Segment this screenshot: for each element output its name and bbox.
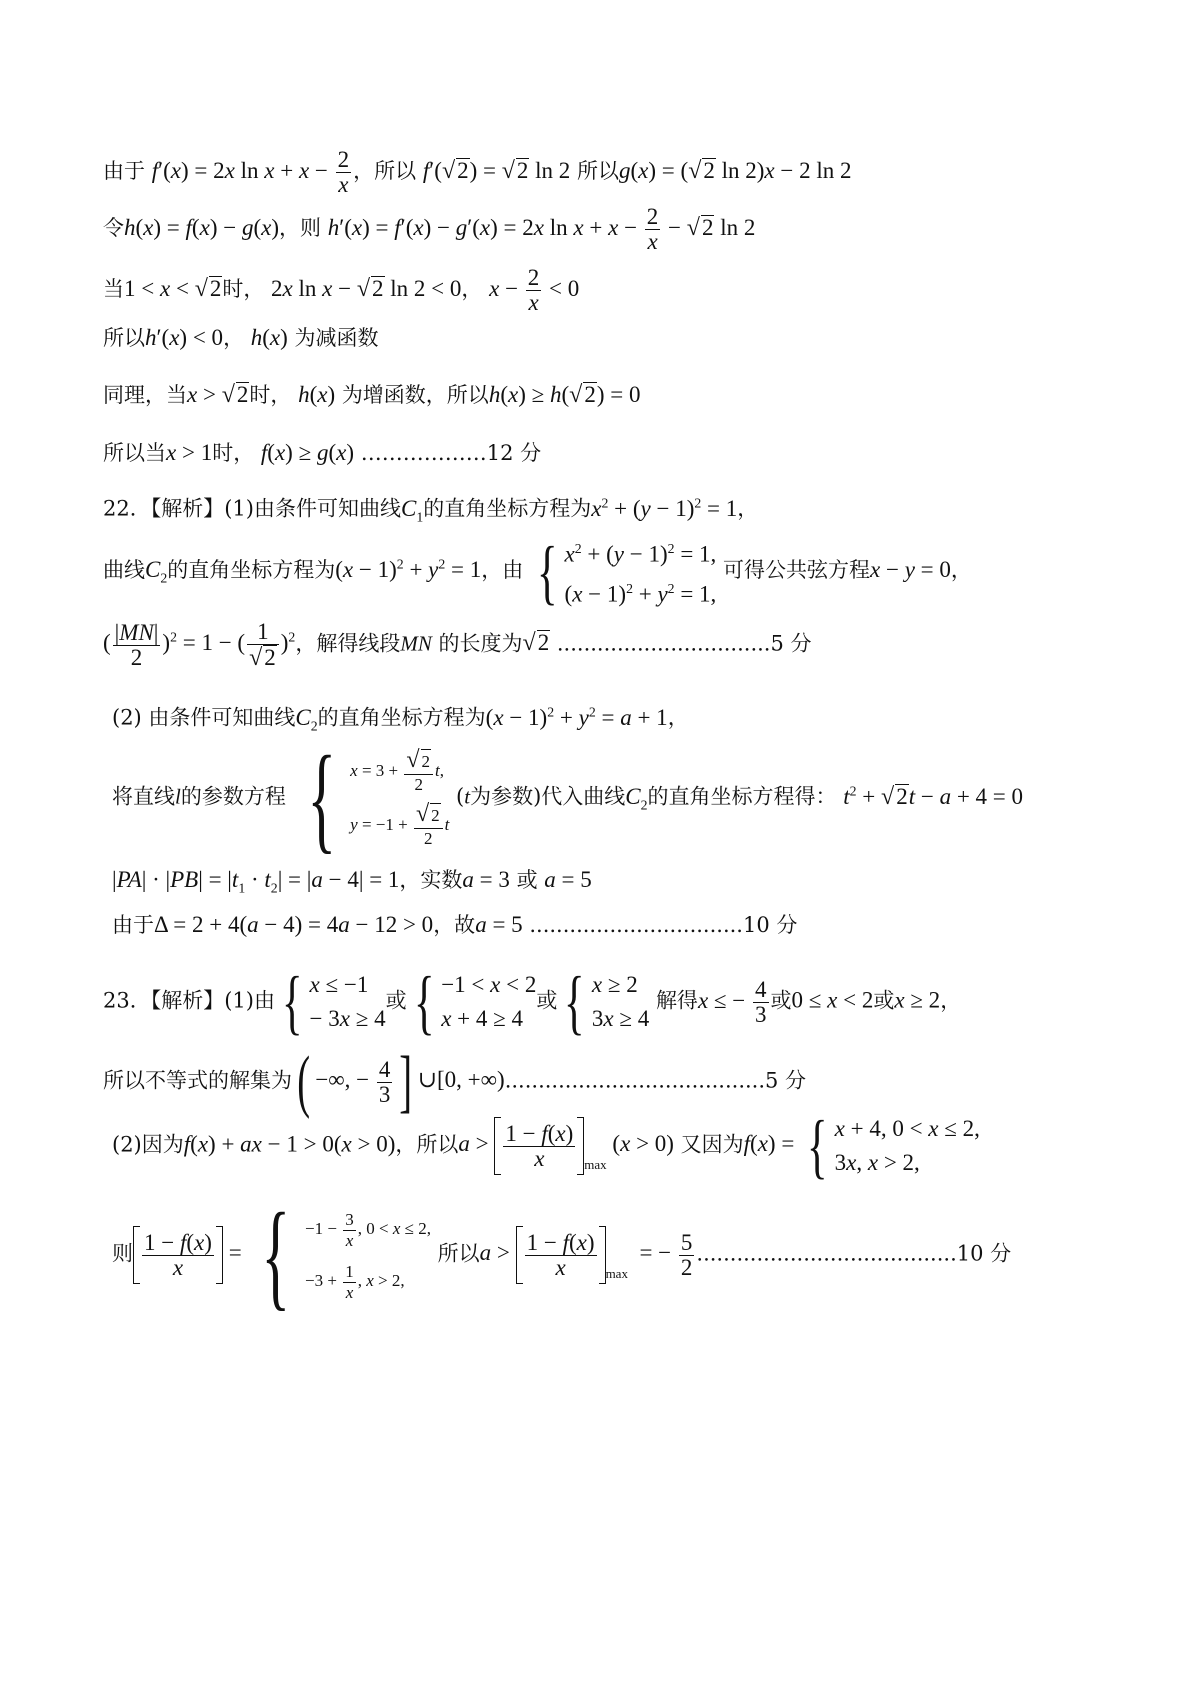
- q22-part2-line-2: 将直线l的参数方程 { x = 3 + $\frac{√ 2}{2}$ t, y = −1 + $\frac{√ 2}{2}$ t (t为参数)代入曲线$C_2$的直角坐标方程得： $t^2 + √2t - a + 4 = 0$: [112, 731, 1024, 864]
- inequality-system: { x ≤ −1 − 3x ≥ 4: [281, 962, 386, 1042]
- formula: h′(x) < 0: [145, 325, 224, 350]
- formula: 2x ln x − √2 ln 2 < 0: [271, 275, 462, 302]
- line-2: 令h(x) = f(x) − g(x)，则 h′(x) = f′(x) − g′(x) = 2x ln x + x − $\frac{2}{x}$ − √2 ln 2: [103, 204, 756, 254]
- formula: f′(x) = 2x ln x + x − $\frac{2}{x}$: [151, 147, 350, 197]
- formula: $(x - 1)^2 + y^2 = 1$: [335, 556, 482, 583]
- formula: x − $\frac{2}{x}$ < 0: [489, 265, 580, 315]
- formula: x ≥ 2: [894, 987, 941, 1013]
- q23-part2-line-1: (2)因为f(x) + ax − 1 > 0(x > 0)，所以a > $\frac{1 - f(x)}{x}$ $_{max}$ (x > 0) 又因为f(x) = { x + 4, 0 < x ≤ 2, 3x, x > 2,: [112, 1106, 980, 1186]
- formula: $|PA| \cdot |PB| = |t_1 \cdot t_2| = |a - 4| = 1$: [112, 867, 400, 896]
- line-3: 当1 < x < √2时， 2x ln x − √2 ln 2 < 0， x − $\frac{2}{x}$ < 0: [103, 265, 580, 315]
- formula: a > $\frac{1 - f(x)}{x}$ $_{max}$ (x > 0): [458, 1131, 674, 1156]
- formula: $x^2 + (y - 1)^2 = 1$: [591, 495, 738, 521]
- line-4: 所以h′(x) < 0， h(x) 为减函数: [103, 325, 379, 350]
- formula: h(x): [250, 325, 288, 350]
- score-10: .......................................10 分: [696, 1241, 1012, 1266]
- formula: f(x) ≥ g(x): [260, 440, 355, 465]
- q22-line-2: 曲线$C_2$的直角坐标方程为$(x - 1)^2 + y^2 = 1$，由 { $x^2 + (y - 1)^2 = 1$, $(x - 1)^2 + y^2 = 1$, 可得公共弦方程x − y = 0，: [103, 531, 972, 612]
- formula: h(x): [298, 382, 336, 407]
- formula: 1 < x < √2: [124, 275, 222, 302]
- formula: ( −∞, − $\frac{4}{3}$ ] ∪[0, +∞): [297, 1043, 505, 1120]
- q23-part2-line-2: 则 $\frac{1 - f(x)}{x}$ = { −1 − $\frac{3}{x}$ , 0 < x ≤ 2, −3 + $\frac{1}{x}$ , x > 2, 所以a > $\frac{1 - f(x)}{x}$ $_{max}$ = − $\frac{5}{2}$ .......................................10 分: [112, 1188, 1012, 1321]
- formula: g(x) = (√2 ln 2)x − 2 ln 2: [619, 157, 852, 184]
- formula: $C_2$: [295, 704, 318, 734]
- formula: h(x) ≥ h(√2) = 0: [488, 382, 641, 408]
- formula: ( $\frac{|MN|}{2}$ )$^2$ = 1 − ( $\frac{1}{√2}$ )$^2$: [103, 619, 296, 671]
- q22-line-3: ( $\frac{|MN|}{2}$ )$^2$ = 1 − ( $\frac{1}{√2}$ )$^2$，解得线段MN 的长度为√2 ................................5 分: [103, 619, 812, 671]
- q22-part2-line-1: (2) 由条件可知曲线$C_2$的直角坐标方程为$(x - 1)^2 + y^2 = a + 1$，: [112, 704, 689, 734]
- formula: √2: [522, 630, 550, 657]
- formula: f′(√2) = √2 ln 2: [422, 157, 571, 184]
- score-10: ................................10 分: [529, 913, 798, 937]
- formula: h(x) = f(x) − g(x): [124, 214, 280, 240]
- analysis-tag: 【解析】: [150, 988, 225, 1013]
- line-1: 由于 f′(x) = 2x ln x + x − $\frac{2}{x}$ ，所以 f′(√2) = √2 ln 2 所以g(x) = (√2 ln 2)x − 2 ln 2: [103, 147, 852, 197]
- formula: a = 5: [475, 912, 523, 937]
- q22-part2-line-4: 由于Δ = 2 + 4(a − 4) = 4a − 12 > 0，故a = 5 ................................10 分: [112, 912, 798, 937]
- line-5: 同理，当x > √2时， h(x) 为增函数，所以h(x) ≥ h(√2) = 0: [103, 382, 641, 408]
- line-6: 所以当x > 1时， f(x) ≥ g(x) ………………12 分: [103, 440, 542, 465]
- q23-line-1: 23．【解析】(1)由 { x ≤ −1 − 3x ≥ 4 或 { −1 < x < 2 x + 4 ≥ 4 或 { x ≥ 2 3x ≥ 4 解得x ≤ − $\frac{4}{3}$ 或0 ≤ x < 2或x ≥ 2，: [103, 962, 962, 1042]
- formula: Δ = 2 + 4(a − 4) = 4a − 12 > 0: [154, 912, 434, 937]
- score-5: ................................5 分: [556, 631, 812, 656]
- score-12: ………………12 分: [360, 441, 542, 465]
- formula: $(x - 1)^2 + y^2 = a + 1$: [485, 704, 668, 730]
- parametric-equation: { x = 3 + $\frac{√ 2}{2}$ t, y = −1 + $\frac{√ 2}{2}$ t: [306, 731, 450, 864]
- equation-system: { $x^2 + (y - 1)^2 = 1$, $(x - 1)^2 + y^2 = 1$,: [536, 531, 717, 612]
- formula: a > $\frac{1 - f(x)}{x}$ $_{max}$ = − $\frac{5}{2}$: [480, 1240, 697, 1265]
- question-number: 23．: [103, 988, 151, 1013]
- formula: x − y = 0: [870, 557, 951, 583]
- inequality-system: { −1 < x < 2 x + 4 ≥ 4: [413, 962, 537, 1042]
- formula: 0 ≤ x < 2: [791, 987, 874, 1013]
- formula: $t^2 + √2t - a + 4 = 0$: [843, 782, 1024, 810]
- formula: a = 5: [544, 867, 592, 892]
- formula: $C_2$: [145, 557, 168, 586]
- formula: f(x) = { x + 4, 0 < x ≤ 2, 3x, x > 2,: [743, 1106, 980, 1186]
- score-5: .......................................5 分: [504, 1068, 807, 1093]
- formula: f(x) + ax − 1 > 0(x > 0): [183, 1131, 396, 1157]
- q22-line-1: 22．【解析】(1)由条件可知曲线$C_1$的直角坐标方程为$x^2 + (y - 1)^2 = 1$，: [103, 495, 759, 525]
- question-number: 22．: [103, 496, 151, 521]
- formula: x > 1: [166, 440, 213, 465]
- analysis-tag: 【解析】: [150, 496, 225, 521]
- formula: x ≤ − $\frac{4}{3}$: [697, 976, 767, 1027]
- q22-part2-line-3: $|PA| \cdot |PB| = |t_1 \cdot t_2| = |a - 4| = 1$，实数a = 3 或 a = 5: [112, 867, 592, 896]
- formula: $C_1$: [400, 495, 424, 525]
- formula: x > √2: [187, 382, 249, 408]
- q23-line-2: 所以不等式的解集为( −∞, − $\frac{4}{3}$ ] ∪[0, +∞).......................................5 分: [103, 1043, 807, 1120]
- formula: $C_2$: [625, 783, 648, 813]
- inequality-system: { x ≥ 2 3x ≥ 4: [564, 962, 650, 1042]
- formula: a = 3: [462, 867, 510, 892]
- formula: $\frac{1 - f(x)}{x}$ = { −1 − $\frac{3}{x}$ , 0 < x ≤ 2, −3 + $\frac{1}{x}$ , x > 2,: [133, 1240, 431, 1265]
- formula: h′(x) = f′(x) − g′(x) = 2x ln x + x − $\frac{2}{x}$ − √2 ln 2: [327, 204, 756, 254]
